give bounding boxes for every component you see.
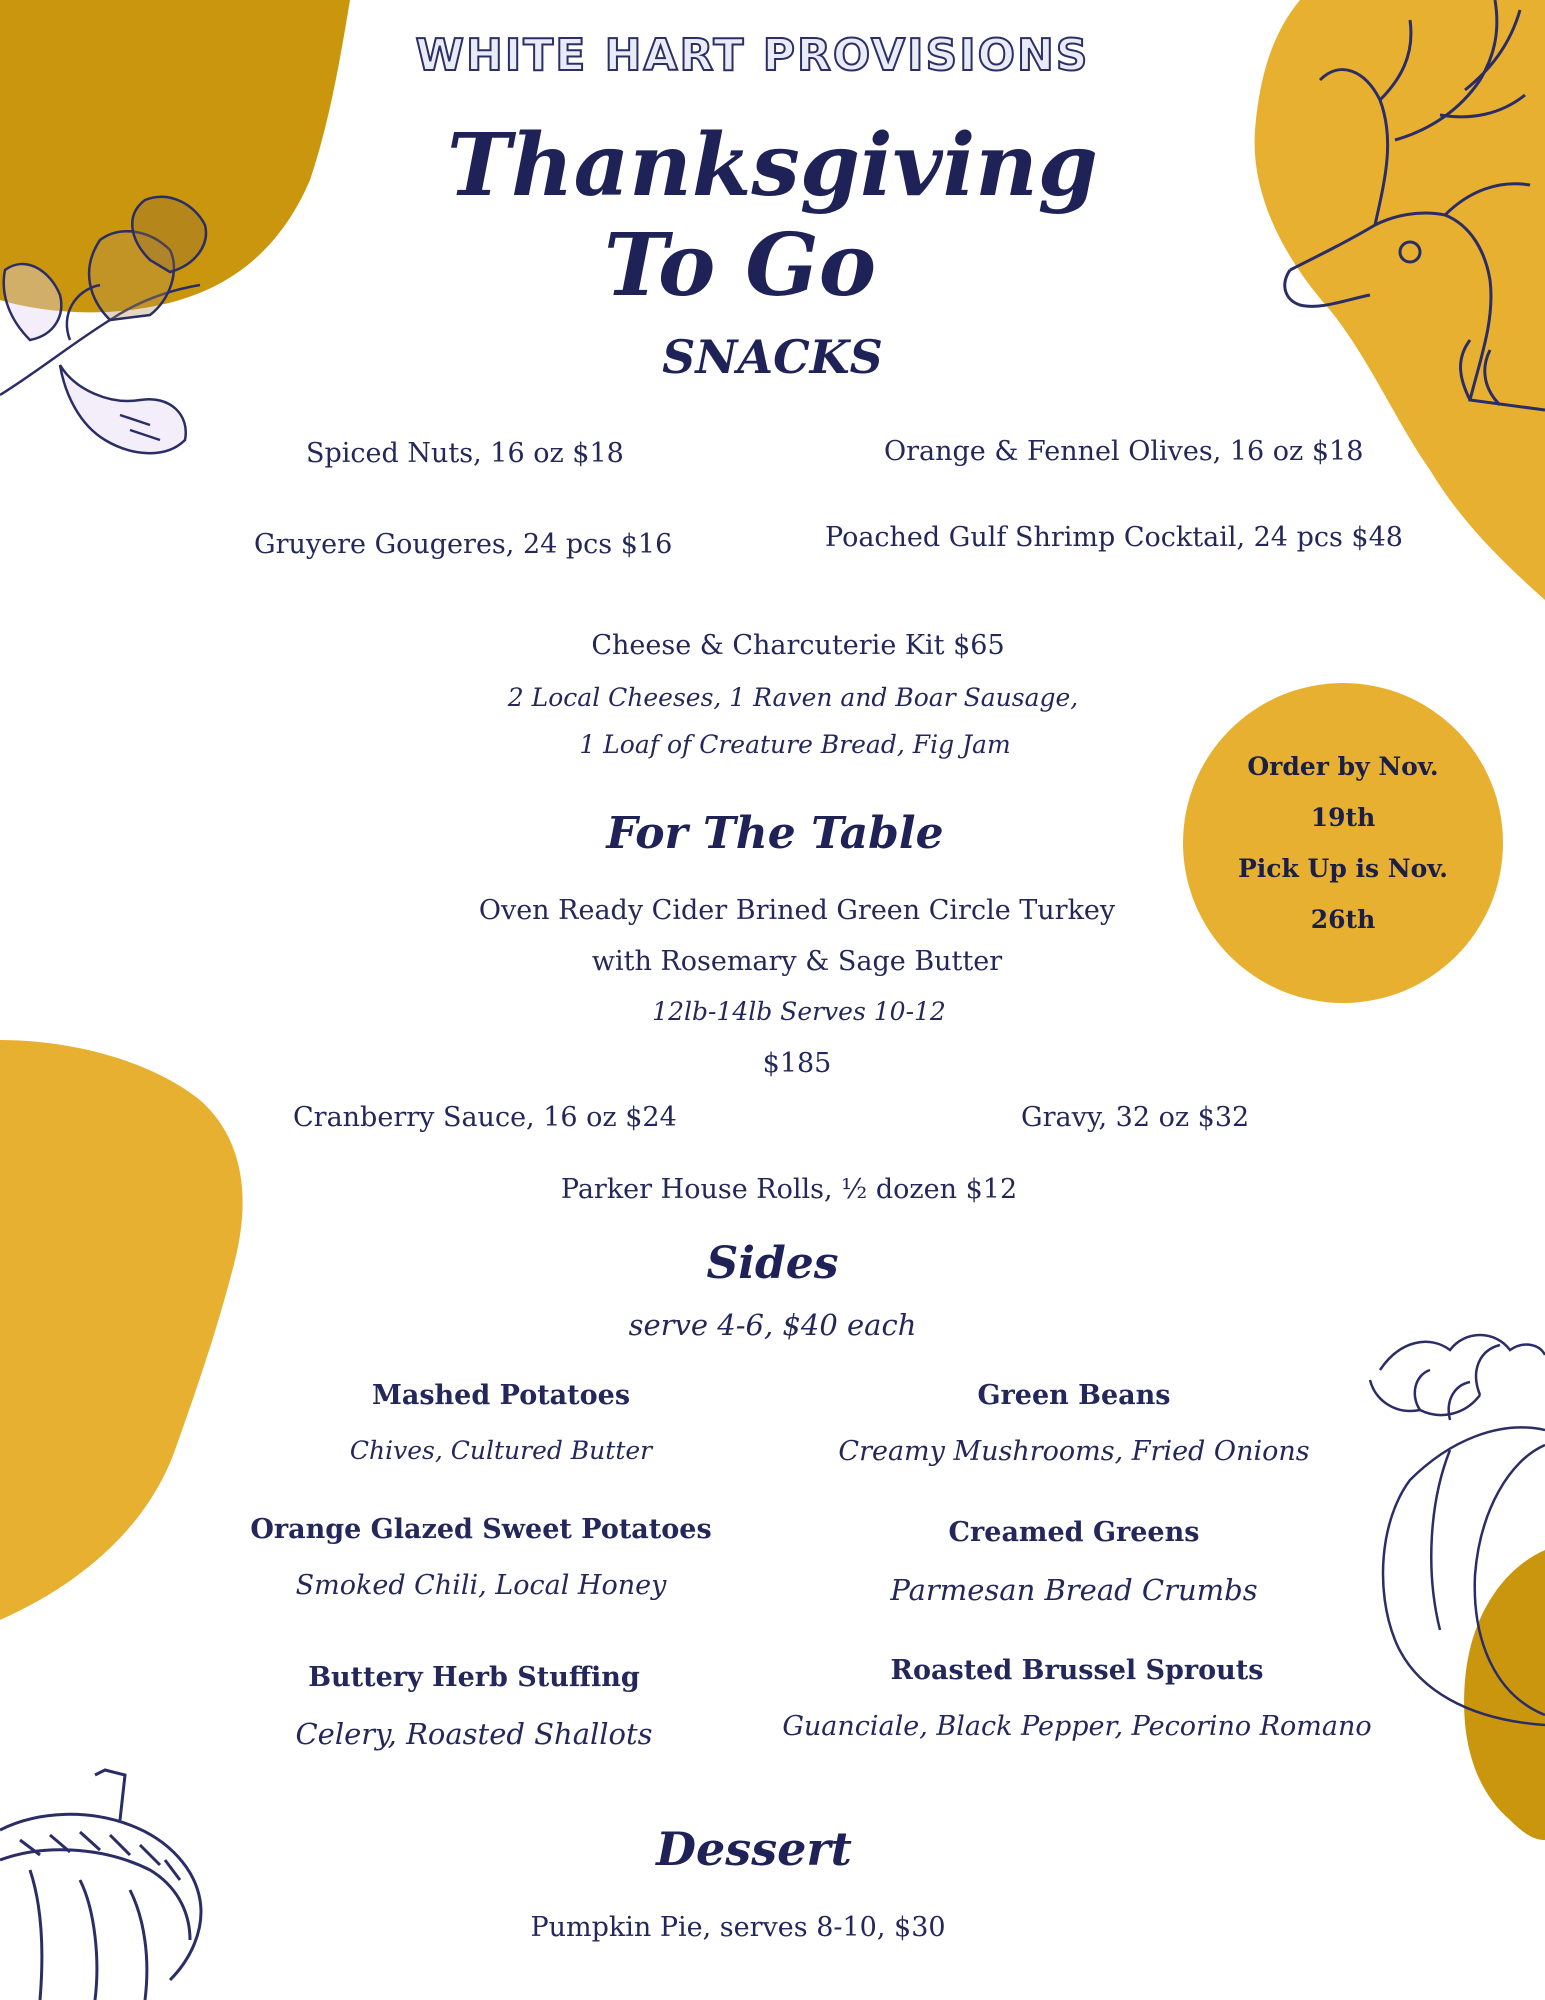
side-desc: Parmesan Bread Crumbs bbox=[890, 1573, 1258, 1607]
side-desc: Chives, Cultured Butter bbox=[349, 1436, 653, 1465]
side-name: Orange Glazed Sweet Potatoes bbox=[250, 1514, 712, 1545]
menu-item: Pumpkin Pie, serves 8-10, $30 bbox=[530, 1912, 946, 1943]
menu-item: Poached Gulf Shrimp Cocktail, 24 pcs $48 bbox=[825, 522, 1403, 553]
side-desc: Guanciale, Black Pepper, Pecorino Romano bbox=[782, 1711, 1372, 1742]
side-name: Green Beans bbox=[977, 1380, 1171, 1411]
page-title-line2: To Go bbox=[603, 215, 877, 316]
table-heading: For The Table bbox=[606, 808, 944, 859]
menu-item: Gruyere Gougeres, 24 pcs $16 bbox=[254, 529, 673, 560]
sides-heading: Sides bbox=[706, 1238, 839, 1289]
turkey-line2: with Rosemary & Sage Butter bbox=[591, 946, 1003, 977]
snacks-heading: SNACKS bbox=[662, 330, 883, 384]
menu-item: Orange & Fennel Olives, 16 oz $18 bbox=[884, 436, 1364, 467]
menu-item: Parker House Rolls, ½ dozen $12 bbox=[560, 1174, 1018, 1205]
kit-name: Cheese & Charcuterie Kit $65 bbox=[591, 630, 1005, 661]
menu-item: Spiced Nuts, 16 oz $18 bbox=[306, 438, 624, 469]
dessert-heading: Dessert bbox=[656, 1822, 852, 1876]
side-desc: Creamy Mushrooms, Fried Onions bbox=[838, 1436, 1310, 1467]
side-desc: Smoked Chili, Local Honey bbox=[295, 1570, 667, 1601]
kit-desc-line1: 2 Local Cheeses, 1 Raven and Boar Sausage, bbox=[507, 683, 1079, 712]
badge-line: 26th bbox=[1310, 905, 1376, 934]
side-name: Mashed Potatoes bbox=[371, 1380, 631, 1411]
page-title-line1: Thanksgiving bbox=[447, 115, 1098, 216]
turkey-serves: 12lb-14lb Serves 10-12 bbox=[652, 997, 946, 1026]
menu-item: Cranberry Sauce, 16 oz $24 bbox=[293, 1102, 677, 1133]
sides-subtitle: serve 4-6, $40 each bbox=[628, 1308, 917, 1342]
badge-line: Order by Nov. bbox=[1247, 752, 1439, 781]
brand-name: WHITE HART PROVISIONS bbox=[415, 30, 1090, 81]
badge-line: 19th bbox=[1310, 803, 1376, 832]
turkey-price: $185 bbox=[762, 1048, 832, 1079]
badge-line: Pick Up is Nov. bbox=[1237, 854, 1449, 883]
side-name: Buttery Herb Stuffing bbox=[308, 1662, 640, 1693]
side-name: Roasted Brussel Sprouts bbox=[890, 1655, 1264, 1686]
acorn-icon bbox=[0, 1770, 201, 2000]
side-desc: Celery, Roasted Shallots bbox=[295, 1717, 653, 1751]
kit-desc-line2: 1 Loaf of Creature Bread, Fig Jam bbox=[579, 730, 1011, 759]
turkey-line1: Oven Ready Cider Brined Green Circle Turkey bbox=[478, 895, 1116, 926]
side-name: Creamed Greens bbox=[948, 1517, 1200, 1548]
menu-item: Gravy, 32 oz $32 bbox=[1021, 1102, 1250, 1133]
